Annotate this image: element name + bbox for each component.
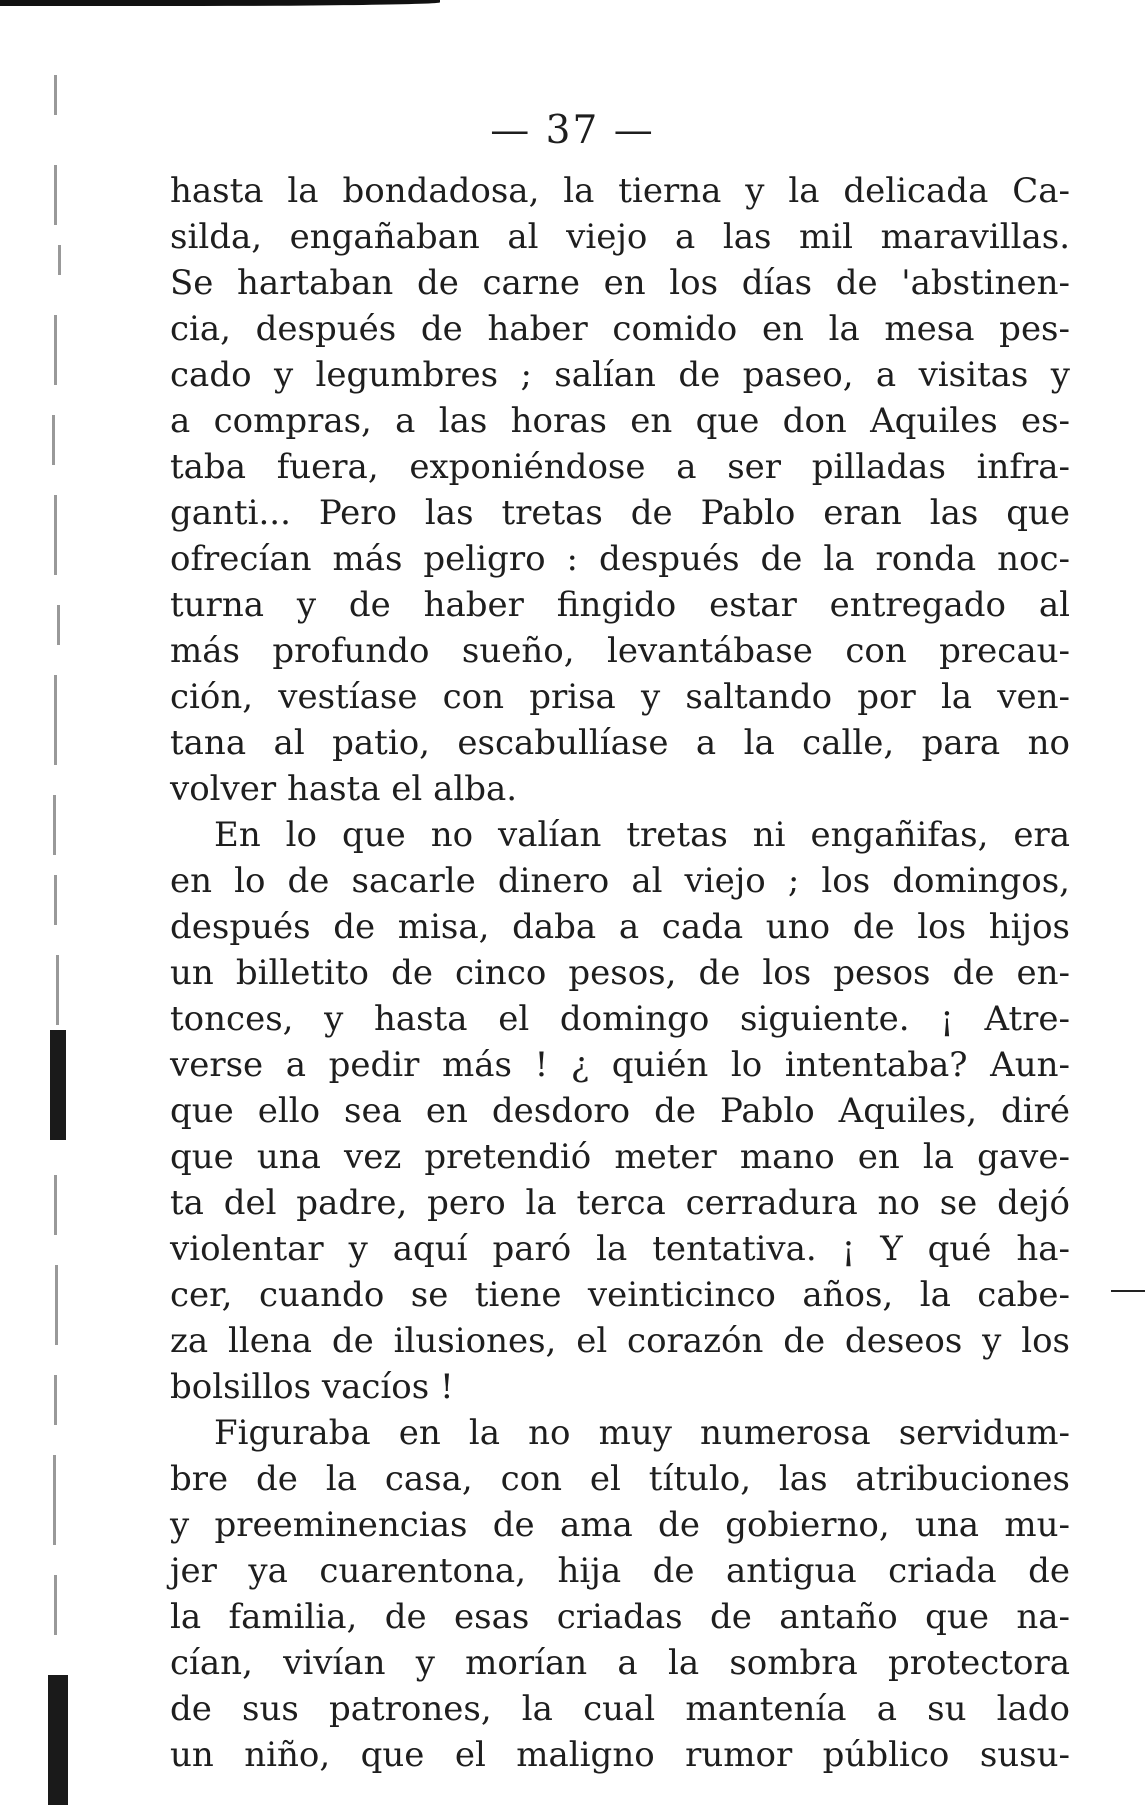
text-line: un billetito de cinco pesos, de los pesos de en- <box>170 953 1070 993</box>
text-line: y preeminencias de ama de gobierno, una mu- <box>170 1505 1070 1545</box>
text-line: cia, después de haber comido en la mesa pes- <box>170 309 1070 349</box>
text-line: taba fuera, exponiéndose a ser pilladas infra- <box>170 447 1070 487</box>
text-line: Figuraba en la no muy numerosa servidum- <box>214 1413 1070 1453</box>
edge-mark <box>1111 1290 1145 1292</box>
text-line: ganti... Pero las tretas de Pablo eran las que <box>170 493 1070 533</box>
text-line: en lo de sacarle dinero al viejo ; los domingos, <box>170 861 1070 901</box>
text-line: volver hasta el alba. <box>170 769 518 809</box>
text-line: tonces, y hasta el domingo siguiente. ¡ Atre- <box>170 999 1070 1039</box>
text-line: ción, vestíase con prisa y saltando por la ven- <box>170 677 1070 717</box>
text-line: Se hartaban de carne en los días de 'abstinen- <box>170 263 1070 303</box>
text-line: violentar y aquí paró la tentativa. ¡ Y qué ha- <box>170 1229 1070 1269</box>
text-line: ta del padre, pero la terca cerradura no se dejó <box>170 1183 1070 1223</box>
text-line: a compras, a las horas en que don Aquiles es- <box>170 401 1070 441</box>
text-line: de sus patrones, la cual mantenía a su lado <box>170 1689 1070 1729</box>
page-number: — 37 — <box>490 108 655 153</box>
text-line: cado y legumbres ; salían de paseo, a visitas y <box>170 355 1070 395</box>
text-line: cían, vivían y morían a la sombra protectora <box>170 1643 1070 1683</box>
text-line: más profundo sueño, levantábase con precau- <box>170 631 1070 671</box>
text-line: cer, cuando se tiene veinticinco años, la cabe- <box>170 1275 1070 1315</box>
text-line: un niño, que el maligno rumor público susu- <box>170 1735 1070 1775</box>
text-line: silda, engañaban al viejo a las mil maravillas. <box>170 217 1070 257</box>
binding-edge-shadow <box>48 75 70 1805</box>
text-line: la familia, de esas criadas de antaño que na- <box>170 1597 1070 1637</box>
text-line: verse a pedir más ! ¿ quién lo intentaba? Aun- <box>170 1045 1070 1085</box>
text-line: tana al patio, escabullíase a la calle, para no <box>170 723 1070 763</box>
text-line: que ello sea en desdoro de Pablo Aquiles, diré <box>170 1091 1070 1131</box>
body-text <box>170 168 1070 1778</box>
text-line: turna y de haber fingido estar entregado al <box>170 585 1070 625</box>
text-line: que una vez pretendió meter mano en la gave- <box>170 1137 1070 1177</box>
text-line: bolsillos vacíos ! <box>170 1367 454 1407</box>
text-line: jer ya cuarentona, hija de antigua criada de <box>170 1551 1070 1591</box>
text-line: después de misa, daba a cada uno de los hijos <box>170 907 1070 947</box>
text-line: bre de la casa, con el título, las atribuciones <box>170 1459 1070 1499</box>
text-line: hasta la bondadosa, la tierna y la delicada Ca- <box>170 171 1070 211</box>
text-line: En lo que no valían tretas ni engañifas, era <box>214 815 1070 855</box>
top-rule <box>0 0 440 6</box>
text-line: za llena de ilusiones, el corazón de deseos y los <box>170 1321 1070 1361</box>
text-line: ofrecían más peligro : después de la ronda noc- <box>170 539 1070 579</box>
